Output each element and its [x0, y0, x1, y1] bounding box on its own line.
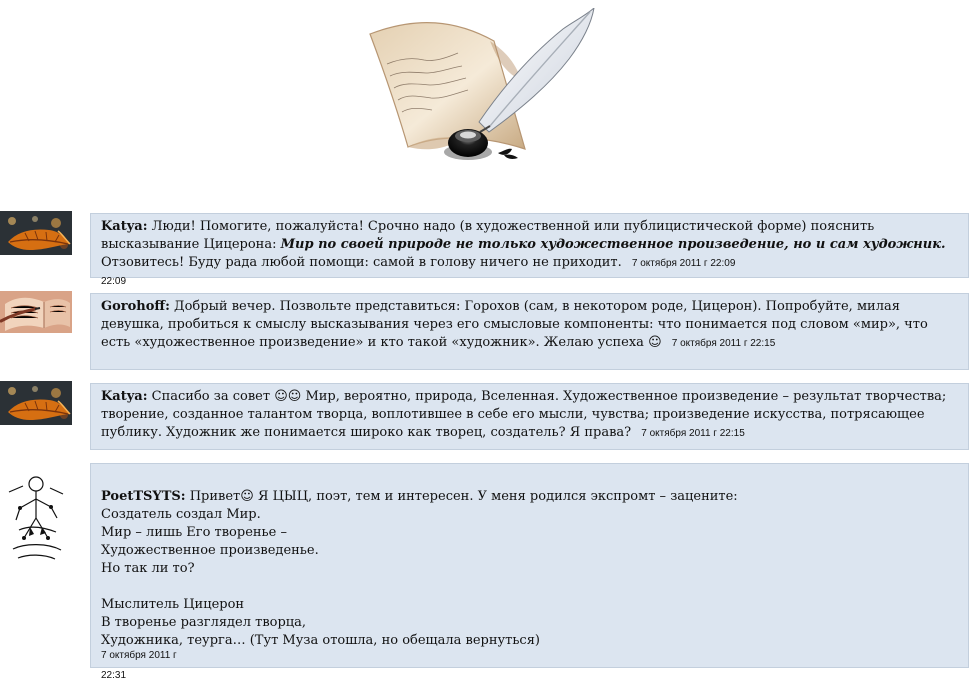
comment-timestamp: 7 октября 2011 г 22:09: [631, 258, 736, 269]
comment-text: Люди! Помогите, пожалуйста! Срочно надо (в художественной или публицистической форме) пояснить высказывание Цицерона:: [101, 219, 875, 252]
comment-katya-1: [90, 213, 969, 278]
comment-timestamp: 7 октября 2011 г: [101, 650, 177, 661]
comment-timestamp: 7 октября 2011 г 22:15: [641, 428, 745, 439]
poem-line: Мыслитель Цицерон: [101, 597, 245, 612]
cicero-quote: Мир по своей природе не только художественное произведение, но и сам художник.: [280, 237, 946, 252]
poem-line: В творенье разглядел творца,: [101, 615, 307, 630]
comment-gorohoff: [90, 293, 969, 370]
comment-text: Привет: [189, 489, 241, 504]
quill-and-parchment-illustration: [352, 8, 598, 178]
smile-icon: ☺: [648, 335, 662, 350]
comment-author: PoetTSYTS:: [101, 489, 186, 504]
comment-poettsyts: [90, 463, 969, 668]
avatar-gorohoff: [0, 291, 72, 333]
comment-timestamp: 7 октября 2011 г 22:15: [671, 338, 776, 349]
avatar-katya: [0, 381, 72, 425]
poem-stanza-break: [101, 578, 958, 596]
autumn-leaf-avatar-icon: [0, 211, 72, 255]
comment-author: Katya:: [101, 219, 148, 234]
comment-text: Спасибо за совет: [151, 389, 271, 404]
quill-and-parchment-icon: [352, 8, 598, 178]
comment-author: Katya:: [101, 389, 148, 404]
comment-text: Мир, вероятно, природа, Вселенная. Художественное произведение – результат творчества; творение, созданное талантом творца, воплотившее в себе его мысли, чувства; произведение искусства, потрясающее публику. Художник же понимается широко как творец, создатель? Я права?: [101, 389, 947, 440]
comment-text: Отзовитесь! Буду рада любой помощи: самой в голову ничего не приходит.: [101, 255, 622, 270]
smile-icon: ☺☺: [274, 389, 302, 404]
book-and-pen-avatar-icon: [0, 291, 72, 333]
comment-katya-2: [90, 383, 969, 450]
poem-line: Но так ли то?: [101, 561, 195, 576]
avatar-poettsyts: [0, 470, 72, 572]
comment-text: Добрый вечер. Позвольте представиться: Горохов (сам, в некотором роде, Цицерон). Попробуйте, милая девушка, пробиться к смыслу высказывания через его смысловые компоненты: что понимается под словом «мир», что есть «художественное произведение» и кто такой «художник». Желаю успеха: [101, 299, 928, 350]
smile-icon: ☺: [240, 489, 254, 504]
poem-line: Художественное произведенье.: [101, 543, 319, 558]
comment-text: Я ЦЫЦ, поэт, тем и интересен. У меня родился экспромт – зацените:: [257, 489, 738, 504]
poem-line: Художника, теурга… (Тут Муза отошла, но обещала вернуться): [101, 633, 540, 648]
poem-line: Создатель создал Мир.: [101, 507, 261, 522]
avatar-katya: [0, 211, 72, 255]
autumn-leaf-avatar-icon: [0, 381, 72, 425]
poem-line: Мир – лишь Его творенье –: [101, 525, 287, 540]
comment-time: 22:31: [101, 670, 127, 681]
comment-time: 22:09: [101, 276, 127, 287]
comment-author: Gorohoff:: [101, 299, 170, 314]
ink-sketch-avatar-icon: [0, 470, 72, 572]
